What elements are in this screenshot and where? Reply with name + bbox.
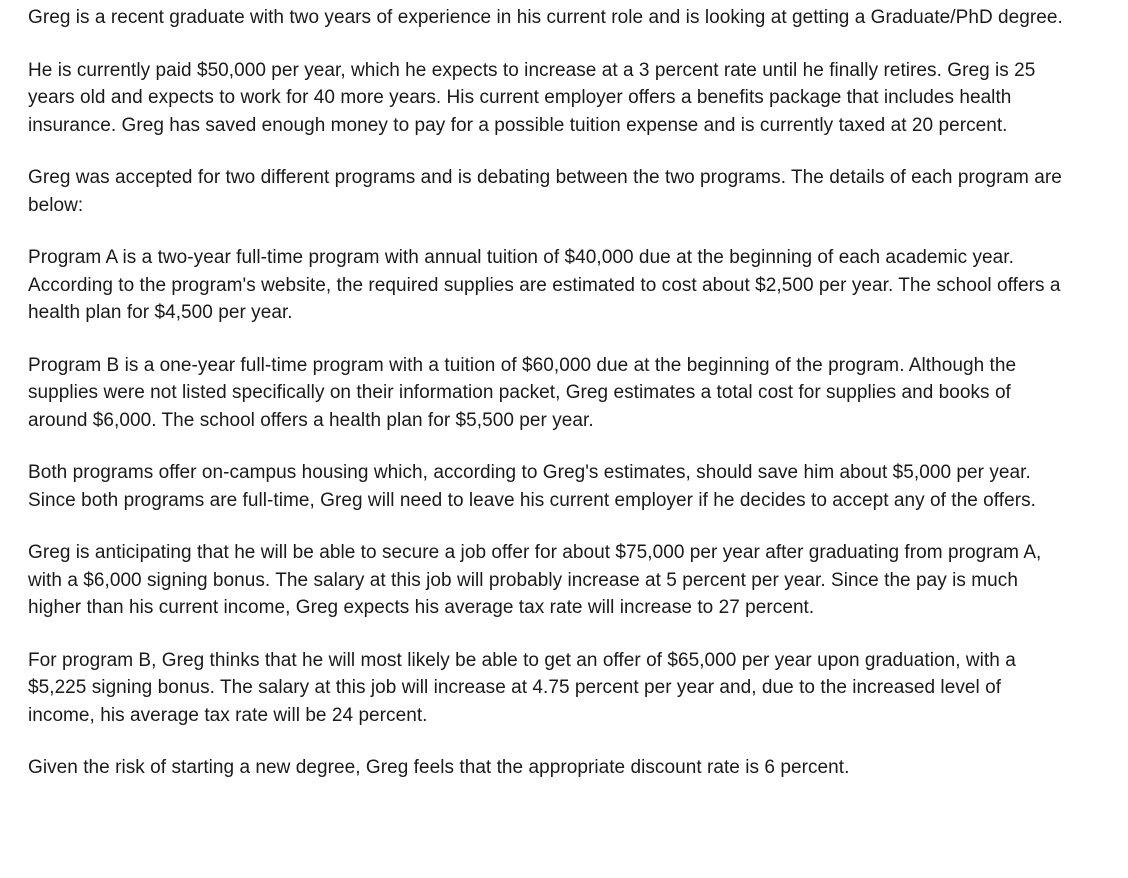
- paragraph-discount-rate: Given the risk of starting a new degree, Greg feels that the appropriate discount rate is 6 percent.: [28, 757, 850, 778]
- paragraph-program-b: Program B is a one-year full-time program with a tuition of $60,000 due at the beginning of the program. Although the supplies were not listed specifically on their information packet, Greg estimates a total cost for supplies and books of around $6,000. The school offers a health plan for $5,500 per year.: [28, 354, 1017, 431]
- paragraph-program-a: Program A is a two-year full-time program with annual tuition of $40,000 due at the beginning of each academic year. According to the program's website, the required supplies are estimated to cost about $2,500 per year. The school offers a health plan for $4,500 per year.: [28, 247, 1061, 323]
- paragraph-current-job: He is currently paid $50,000 per year, which he expects to increase at a 3 percent rate until he finally retires. Greg is 25 years old and expects to work for 40 more years. His current employer offers a benefits package that includes health insurance. Greg has saved enough money to pay for a possible tuition expense and is currently taxed at 20 percent.: [28, 59, 1036, 136]
- paragraph-programs-overview: Greg was accepted for two different programs and is debating between the two programs. The details of each program are below:: [28, 167, 1062, 216]
- paragraph-housing: Both programs offer on-campus housing which, according to Greg's estimates, should save him about $5,000 per year. Since both programs are full-time, Greg will need to leave his current employer if he decides to accept any of the offers.: [28, 462, 1036, 511]
- document-body: [28, 4, 1073, 782]
- paragraph-offer-b: For program B, Greg thinks that he will most likely be able to get an offer of $65,000 per year upon graduation, with a $5,225 signing bonus. The salary at this job will increase at 4.75 percent per year and, due to the increased level of income, his average tax rate will be 24 percent.: [28, 649, 1016, 726]
- paragraph-offer-a: Greg is anticipating that he will be able to secure a job offer for about $75,000 per year after graduating from program A, with a $6,000 signing bonus. The salary at this job will probably increase at 5 percent per year. Since the pay is much higher than his current income, Greg expects his average tax rate will increase to 27 percent.: [28, 542, 1042, 618]
- paragraph-intro: Greg is a recent graduate with two years of experience in his current role and is looking at getting a Graduate/PhD degree.: [28, 7, 1063, 28]
